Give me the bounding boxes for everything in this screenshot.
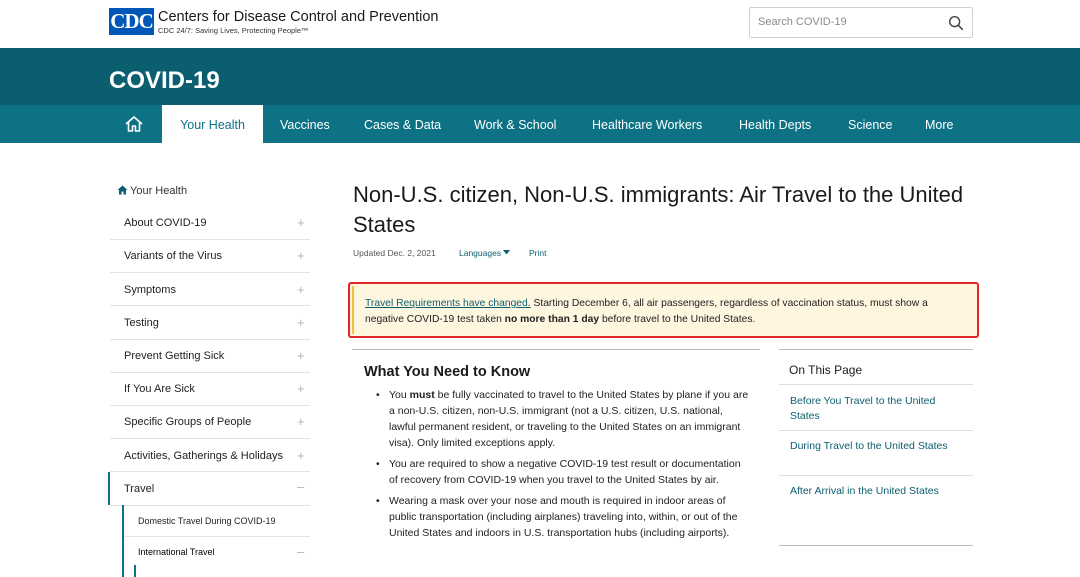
covid-banner xyxy=(0,48,1080,105)
nav-your-health[interactable]: Your Health xyxy=(162,105,263,143)
alert-text-part: before travel to the United States. xyxy=(599,314,756,325)
collapse-icon[interactable]: – xyxy=(297,479,305,494)
alert-text xyxy=(365,296,965,328)
sidebar-item-if-sick[interactable]: If You Are Sick xyxy=(124,383,195,395)
nav-vaccines[interactable]: Vaccines xyxy=(280,118,330,132)
sidebar-divider xyxy=(110,372,310,373)
nav-more[interactable]: More xyxy=(925,118,954,132)
travel-alert xyxy=(348,282,979,338)
cdc-logo[interactable]: CDC xyxy=(110,9,153,33)
home-small-icon xyxy=(117,185,128,195)
alert-accent xyxy=(352,286,354,334)
otp-link-after[interactable]: After Arrival in the United States xyxy=(790,485,939,497)
sidebar-item-symptoms[interactable]: Symptoms xyxy=(124,284,176,296)
home-icon[interactable] xyxy=(124,115,144,133)
org-name[interactable]: Centers for Disease Control and Prevention xyxy=(158,9,439,25)
languages-label: Languages xyxy=(459,248,502,258)
print-link[interactable]: Print xyxy=(529,248,547,258)
requirements-list xyxy=(389,387,749,546)
expand-icon[interactable]: + xyxy=(297,348,305,363)
list-item: • You are required to show a negative COVID-19 test result or documentation of recovery from COVID-19 when you travel to the United States by air. xyxy=(389,456,749,488)
banner-title[interactable]: COVID-19 xyxy=(109,67,220,94)
otp-divider xyxy=(779,384,973,385)
otp-divider xyxy=(779,430,973,431)
expand-icon[interactable]: + xyxy=(297,282,305,297)
page-title: Non-U.S. citizen, Non-U.S. immigrants: Air Travel to the United States xyxy=(353,182,964,237)
nav-science[interactable]: Science xyxy=(848,118,893,132)
otp-divider xyxy=(779,545,973,546)
on-this-page-title: On This Page xyxy=(789,363,863,377)
collapse-icon[interactable]: – xyxy=(297,544,305,559)
otp-divider xyxy=(779,475,973,476)
sidebar-heading-label: Your Health xyxy=(130,185,188,197)
sidebar-divider xyxy=(124,536,310,537)
org-tagline: CDC 24/7: Saving Lives, Protecting People™ xyxy=(158,26,309,35)
sidebar-divider xyxy=(110,505,310,506)
alert-bold: no more than 1 day xyxy=(504,314,600,325)
search-input[interactable] xyxy=(749,7,973,38)
expand-icon[interactable]: + xyxy=(297,315,305,330)
updated-date: Updated Dec. 2, 2021 xyxy=(353,248,436,258)
caret-down-icon xyxy=(503,250,510,255)
sidebar-subitem-domestic[interactable]: Domestic Travel During COVID-19 xyxy=(138,516,276,526)
nav-cases-data[interactable]: Cases & Data xyxy=(364,118,442,132)
languages-dropdown[interactable] xyxy=(459,248,510,258)
otp-link-before[interactable]: Before You Travel to the United States xyxy=(790,395,936,422)
alert-text-part: Starting December 6, all air passengers, regardless of vaccination status, must show a negative COVID-19 test taken xyxy=(365,298,928,325)
sidebar-item-testing[interactable]: Testing xyxy=(124,317,159,329)
sidebar-heading[interactable] xyxy=(117,184,187,198)
nav-health-depts[interactable]: Health Depts xyxy=(739,118,812,132)
section-title: What You Need to Know xyxy=(364,364,531,380)
main-nav xyxy=(0,105,1080,143)
sidebar-divider xyxy=(110,272,310,273)
sidebar-divider xyxy=(110,405,310,406)
sidebar-divider xyxy=(110,305,310,306)
expand-icon[interactable]: + xyxy=(297,215,305,230)
travel-requirements-link[interactable]: Travel Requirements have changed. xyxy=(365,298,531,309)
sidebar-item-prevent[interactable]: Prevent Getting Sick xyxy=(124,350,225,362)
sidebar-divider xyxy=(110,239,310,240)
otp-rule xyxy=(779,349,973,350)
nav-work-school[interactable]: Work & School xyxy=(474,118,557,132)
search-placeholder: Search COVID-19 xyxy=(758,16,847,28)
list-item: • Wearing a mask over your nose and mouth is required in indoor areas of public transportation (including airplanes) traveling into, within, or out of the United States and indoors in U.S. transportation hubs (including airports). xyxy=(389,493,749,541)
section-rule xyxy=(352,349,760,350)
nav-healthcare-workers[interactable]: Healthcare Workers xyxy=(592,118,703,132)
sidebar-item-variants[interactable]: Variants of the Virus xyxy=(124,250,223,262)
sidebar-item-travel[interactable]: Travel xyxy=(124,483,155,495)
search-icon[interactable] xyxy=(947,14,965,32)
submenu-indicator xyxy=(134,565,136,577)
sidebar-divider xyxy=(110,438,310,439)
sidebar-subitem-international[interactable]: International Travel xyxy=(138,547,215,557)
expand-icon[interactable]: + xyxy=(297,381,305,396)
sidebar-divider xyxy=(110,471,310,472)
expand-icon[interactable]: + xyxy=(297,248,305,263)
active-indicator xyxy=(108,472,110,505)
sidebar-item-activities[interactable]: Activities, Gatherings & Holidays xyxy=(124,450,283,462)
list-item: • You must be fully vaccinated to travel to the United States by plane if you are a non-U.S. citizen, non-U.S. immigrant (not a U.S. citizen, U.S. national, lawful permanent resident, or traveling to the United States on an immigrant visa). Only limited exceptions apply. xyxy=(389,387,749,451)
otp-link-during[interactable]: During Travel to the United States xyxy=(790,440,948,452)
expand-icon[interactable]: + xyxy=(297,448,305,463)
expand-icon[interactable]: + xyxy=(297,414,305,429)
sidebar-item-specific-groups[interactable]: Specific Groups of People xyxy=(124,416,252,428)
sidebar-item-about-covid[interactable]: About COVID-19 xyxy=(124,217,207,229)
sidebar-divider xyxy=(110,339,310,340)
submenu-indicator xyxy=(122,505,124,577)
top-bar xyxy=(0,0,1080,48)
